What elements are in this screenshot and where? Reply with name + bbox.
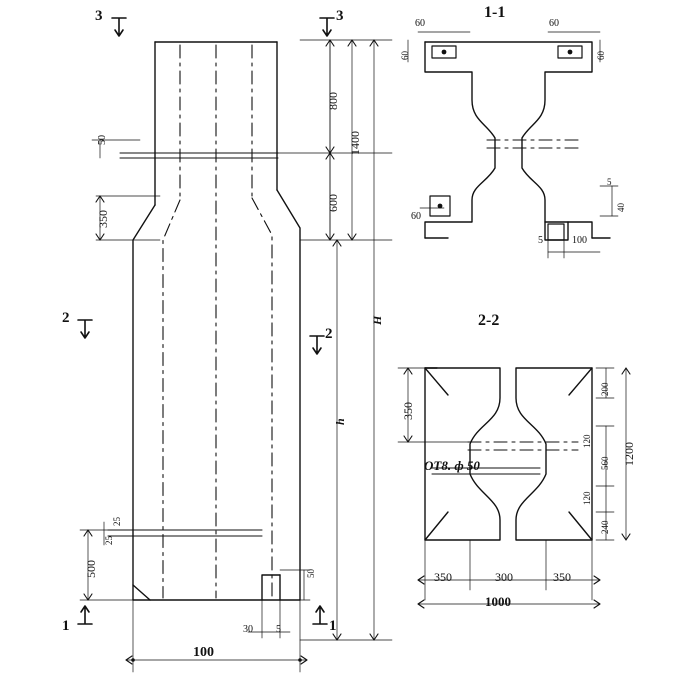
- dim-1000-bottom: 100: [193, 645, 214, 660]
- section-1-1-outline: [425, 42, 610, 240]
- s2-dim-1200: 1200: [622, 442, 636, 466]
- s1-dim-60-v-left: 60: [400, 51, 410, 60]
- s2-dim-560: 560: [600, 456, 610, 470]
- s2-dim-350-b-left: 350: [434, 570, 452, 584]
- s2-dim-300: 300: [495, 570, 513, 584]
- s1-dim-60-bottom: 60: [411, 211, 421, 222]
- dim-500: 500: [84, 560, 98, 578]
- dimension-arrow-ticks: [84, 40, 378, 664]
- section-2-2-outline: [425, 368, 592, 540]
- s1-dim-100-bottom: 100: [572, 235, 587, 246]
- dim-30: 50: [306, 569, 316, 578]
- elevation-hidden-lines: [163, 45, 272, 598]
- dim-350: 350: [96, 210, 110, 228]
- section-cut-marks: [78, 18, 334, 624]
- s2-dim-1000: 1000: [485, 594, 511, 609]
- s2-dim-200: 200: [600, 382, 610, 396]
- section-mark-2-right: 2: [325, 326, 333, 342]
- elevation-dimension-lines: [80, 40, 392, 672]
- dim-100-bottom: 5: [276, 624, 281, 635]
- section-1-1-anchor-plates: [430, 46, 582, 240]
- section-1-1-title: 1-1: [484, 4, 506, 21]
- dim-1400: 1400: [348, 131, 362, 155]
- s2-dim-240: 240: [600, 520, 610, 534]
- dim-50-top: 50: [97, 135, 108, 145]
- dim-600: 600: [326, 194, 340, 212]
- section-1-1-hidden-lines: [487, 140, 578, 148]
- dim-H: H: [370, 315, 384, 325]
- dim-25-b: 25: [112, 517, 122, 526]
- s2-dim-120-lower: 120: [582, 491, 592, 505]
- section-mark-2-left: 2: [62, 310, 70, 326]
- section-2-2-hidden-lines: [468, 442, 578, 450]
- s2-duct-note: OT8. ф 50: [424, 458, 480, 473]
- s1-dim-5-right: 5: [607, 177, 612, 187]
- s1-dim-60-right: 60: [549, 18, 559, 29]
- s2-dim-120-upper: 120: [582, 434, 592, 448]
- s1-dim-60-left: 60: [415, 18, 425, 29]
- dim-800: 800: [326, 92, 340, 110]
- section-1-1-anchor-dots: [438, 50, 573, 209]
- s1-dim-60-v-right: 60: [596, 51, 606, 60]
- section-mark-3-left: 3: [95, 8, 103, 24]
- s2-dim-350-left: 350: [401, 402, 415, 420]
- section-2-2-title: 2-2: [478, 312, 500, 329]
- dim-25-a: 25: [104, 536, 114, 545]
- dim-h: h: [333, 418, 347, 425]
- section-mark-1-left: 1: [62, 618, 70, 634]
- s1-dim-40-right: 40: [616, 203, 626, 212]
- s1-dim-5-bottom: 5: [538, 235, 543, 246]
- dim-5-bottom: 30: [243, 624, 253, 635]
- section-1-1-dimension-lines: [408, 32, 618, 258]
- section-mark-3-right: 3: [336, 8, 344, 24]
- section-2-2-side-chamfers: [425, 368, 592, 540]
- s2-dim-350-b-right: 350: [553, 570, 571, 584]
- section-mark-1-right: 1: [329, 618, 337, 634]
